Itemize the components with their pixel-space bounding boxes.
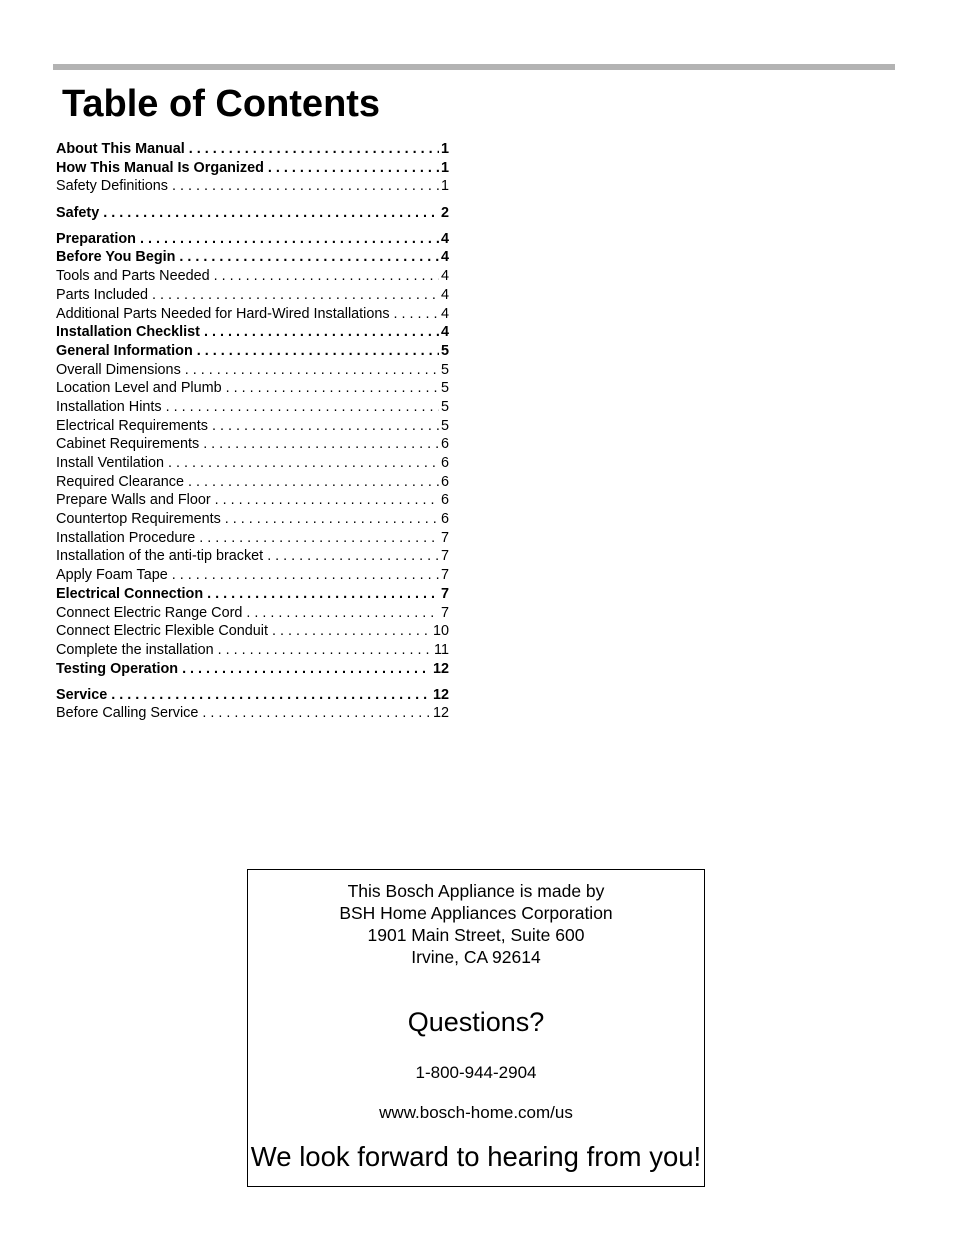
toc-entry-page: 6 bbox=[440, 492, 449, 509]
closing-message: We look forward to hearing from you! bbox=[250, 1141, 702, 1172]
toc-entry bbox=[56, 604, 449, 623]
toc-entry-page: 12 bbox=[432, 660, 449, 677]
toc-entry bbox=[56, 622, 449, 641]
toc-dot-leader bbox=[214, 267, 439, 286]
toc-entry bbox=[56, 305, 449, 324]
toc-dot-leader bbox=[204, 323, 439, 342]
toc-entry-label: Connect Electric Range Cord bbox=[56, 604, 243, 621]
toc-entry bbox=[56, 417, 449, 436]
header-rule bbox=[53, 64, 895, 70]
toc-dot-leader bbox=[199, 529, 439, 548]
toc-entry-page: 6 bbox=[440, 436, 449, 453]
toc-entry bbox=[56, 361, 449, 380]
toc-entry bbox=[56, 529, 449, 548]
toc-entry-page: 4 bbox=[440, 268, 449, 285]
toc-entry-page: 1 bbox=[440, 141, 449, 157]
toc-dot-leader bbox=[166, 398, 439, 417]
toc-entry-page: 5 bbox=[440, 361, 449, 378]
toc-dot-leader bbox=[203, 435, 439, 454]
toc-entry-label: Tools and Parts Needed bbox=[56, 268, 210, 285]
toc-entry bbox=[56, 473, 449, 492]
toc-dot-leader bbox=[182, 660, 431, 679]
toc-entry-label: Cabinet Requirements bbox=[56, 436, 200, 453]
website-url: www.bosch-home.com/us bbox=[379, 1103, 573, 1122]
toc-entry bbox=[56, 159, 449, 178]
questions-heading: Questions? bbox=[407, 1007, 545, 1037]
toc-entry-page: 12 bbox=[432, 705, 449, 722]
toc-entry-page: 12 bbox=[432, 686, 449, 703]
toc-entry bbox=[56, 566, 449, 585]
toc-entry bbox=[56, 398, 449, 417]
toc-entry bbox=[56, 342, 449, 361]
manufacturer-address bbox=[248, 880, 704, 968]
maker-line: Irvine, CA 92614 bbox=[411, 947, 541, 967]
toc-entry-page: 7 bbox=[440, 548, 449, 565]
toc-entry-label: Safety bbox=[56, 204, 100, 221]
toc-entry-page: 4 bbox=[440, 249, 449, 266]
toc-dot-leader bbox=[202, 704, 431, 723]
toc-entry-page: 6 bbox=[440, 473, 449, 490]
page-title: Table of Contents bbox=[62, 83, 381, 125]
toc-entry bbox=[56, 379, 449, 398]
toc-entry-label: Testing Operation bbox=[56, 660, 179, 677]
toc-entry-page: 11 bbox=[434, 641, 449, 658]
toc-entry-page: 1 bbox=[440, 159, 449, 176]
toc-entry-page: 4 bbox=[440, 230, 449, 247]
table-of-contents bbox=[56, 140, 449, 723]
toc-entry-label: Countertop Requirements bbox=[56, 511, 221, 528]
toc-entry-label: Electrical Requirements bbox=[56, 417, 208, 434]
toc-dot-leader bbox=[207, 585, 439, 604]
toc-entry-label: Safety Definitions bbox=[56, 178, 168, 195]
toc-entry-label: Before You Begin bbox=[56, 249, 176, 266]
maker-line: This Bosch Appliance is made by bbox=[347, 881, 605, 901]
toc-dot-leader bbox=[140, 230, 439, 249]
maker-line: BSH Home Appliances Corporation bbox=[339, 903, 613, 923]
toc-entry bbox=[56, 491, 449, 510]
toc-entry bbox=[56, 547, 449, 566]
toc-entry-page: 1 bbox=[440, 178, 449, 195]
toc-entry-label: Installation Procedure bbox=[56, 529, 196, 546]
toc-dot-leader bbox=[189, 140, 439, 159]
toc-entry-page: 5 bbox=[440, 398, 449, 415]
toc-dot-leader bbox=[103, 204, 439, 223]
toc-dot-leader bbox=[185, 361, 439, 380]
toc-entry bbox=[56, 454, 449, 473]
toc-entry-page: 5 bbox=[440, 342, 449, 359]
toc-dot-leader bbox=[152, 286, 439, 305]
toc-dot-leader bbox=[188, 473, 439, 492]
toc-dot-leader bbox=[215, 491, 439, 510]
toc-entry-label: Install Ventilation bbox=[56, 455, 164, 471]
toc-entry-label: Additional Parts Needed for Hard-Wired Installations bbox=[56, 305, 390, 322]
toc-entry-label: Electrical Connection bbox=[56, 585, 204, 602]
toc-entry-label: Installation of the anti-tip bracket bbox=[56, 548, 264, 565]
toc-entry-page: 4 bbox=[440, 305, 449, 322]
toc-dot-leader bbox=[179, 248, 439, 267]
maker-line: 1901 Main Street, Suite 600 bbox=[367, 925, 585, 945]
toc-dot-leader bbox=[212, 417, 439, 436]
toc-entry-label: Location Level and Plumb bbox=[56, 380, 222, 397]
toc-entry-page: 7 bbox=[440, 567, 449, 584]
toc-entry-page: 7 bbox=[440, 604, 449, 621]
toc-entry-label: About This Manual bbox=[56, 141, 185, 157]
toc-entry bbox=[56, 686, 449, 705]
toc-entry-page: 5 bbox=[440, 380, 449, 397]
toc-entry bbox=[56, 435, 449, 454]
toc-entry-label: Prepare Walls and Floor bbox=[56, 492, 211, 509]
toc-entry-label: Installation Checklist bbox=[56, 324, 200, 341]
toc-dot-leader bbox=[168, 454, 439, 473]
toc-dot-leader bbox=[197, 342, 439, 361]
toc-dot-leader bbox=[267, 547, 439, 566]
toc-entry bbox=[56, 510, 449, 529]
toc-entry bbox=[56, 323, 449, 342]
toc-entry-page: 4 bbox=[440, 324, 449, 341]
toc-dot-leader bbox=[272, 622, 431, 641]
toc-entry-label: Overall Dimensions bbox=[56, 361, 181, 378]
toc-entry bbox=[56, 286, 449, 305]
toc-entry bbox=[56, 248, 449, 267]
toc-entry-label: General Information bbox=[56, 342, 193, 359]
toc-entry bbox=[56, 641, 449, 660]
toc-dot-leader bbox=[172, 177, 439, 196]
toc-entry bbox=[56, 230, 449, 249]
toc-entry-label: Service bbox=[56, 686, 108, 703]
toc-entry-page: 10 bbox=[432, 623, 449, 640]
toc-entry-label: Preparation bbox=[56, 230, 136, 247]
toc-entry-page: 7 bbox=[440, 585, 449, 602]
toc-entry-page: 5 bbox=[440, 417, 449, 434]
toc-dot-leader bbox=[226, 379, 439, 398]
toc-entry-label: Installation Hints bbox=[56, 398, 162, 415]
toc-entry-page: 4 bbox=[440, 286, 449, 303]
phone-number: 1-800-944-2904 bbox=[415, 1063, 537, 1082]
toc-dot-leader bbox=[268, 159, 439, 178]
toc-dot-leader bbox=[218, 641, 432, 660]
toc-entry-label: Parts Included bbox=[56, 286, 148, 303]
toc-dot-leader bbox=[225, 510, 439, 529]
toc-entry-label: Before Calling Service bbox=[56, 705, 199, 722]
toc-entry bbox=[56, 660, 449, 679]
toc-entry-page: 6 bbox=[440, 511, 449, 528]
toc-entry bbox=[56, 177, 449, 196]
toc-dot-leader bbox=[172, 566, 439, 585]
toc-entry-page: 7 bbox=[440, 529, 449, 546]
toc-entry bbox=[56, 140, 449, 159]
toc-entry bbox=[56, 585, 449, 604]
toc-entry bbox=[56, 204, 449, 223]
toc-entry-label: How This Manual Is Organized bbox=[56, 159, 264, 176]
toc-entry-label: Required Clearance bbox=[56, 473, 184, 490]
toc-entry bbox=[56, 267, 449, 286]
toc-dot-leader bbox=[394, 305, 439, 324]
toc-entry-label: Connect Electric Flexible Conduit bbox=[56, 623, 268, 640]
toc-dot-leader bbox=[111, 686, 431, 705]
contact-box bbox=[247, 869, 705, 1187]
toc-entry-label: Apply Foam Tape bbox=[56, 567, 168, 584]
toc-entry bbox=[56, 704, 449, 723]
toc-dot-leader bbox=[246, 604, 439, 623]
toc-entry-page: 2 bbox=[440, 204, 449, 221]
toc-entry-label: Complete the installation bbox=[56, 641, 214, 658]
toc-entry-page: 6 bbox=[440, 455, 449, 471]
